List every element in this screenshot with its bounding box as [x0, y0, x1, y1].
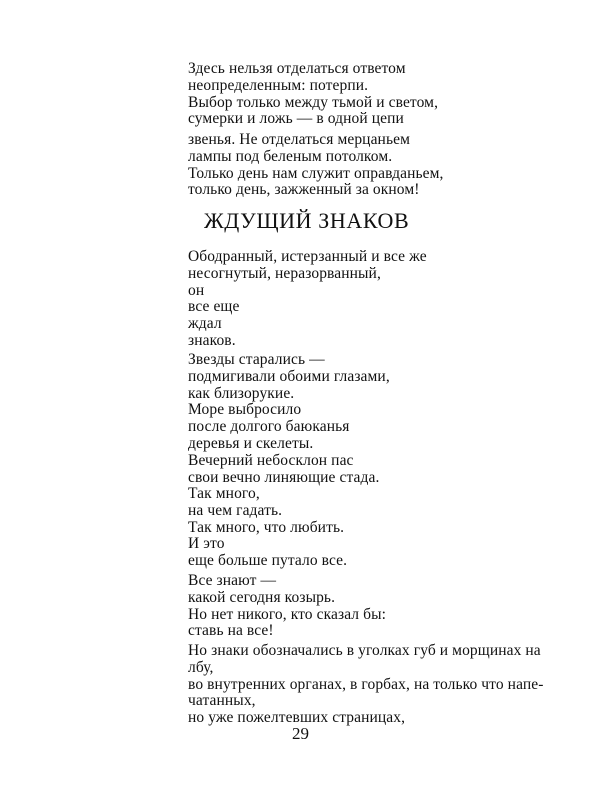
poem-line: но уже пожелтевших страницах, [188, 709, 406, 727]
poem-line: какой сегодня козырь. [188, 588, 336, 606]
poem-line: только день, зажженный за окном! [188, 181, 420, 199]
poem-line: во внутренних органах, в горбах, на только что напе- [188, 675, 544, 693]
poem-line: подмигивали обоими глазами, [188, 367, 390, 385]
poem-line: Ободранный, истерзанный и все же [188, 248, 427, 265]
poem-line: деревья и скелеты. [188, 434, 314, 452]
stanza-2 [188, 132, 444, 199]
poem-line: Море выбросило [188, 401, 302, 419]
poem-line: после долгого баюканья [188, 418, 350, 436]
poem-line: Вечерний небосклон пас [188, 451, 354, 469]
poem-line: Звезды старались — [188, 351, 325, 368]
page-number: 29 [292, 724, 309, 743]
stanza-5 [188, 486, 347, 570]
poem-line: неопределенным: потерпи. [188, 76, 369, 94]
poem-line: звенья. Не отделаться мерцаньем [188, 131, 411, 148]
poem-line: несогнутый, неразорванный, [188, 264, 381, 282]
poem-line: ставь на все! [188, 622, 274, 640]
poem-line: он [188, 281, 205, 299]
poem-line: еще больше путало все. [188, 552, 348, 570]
poem-line: все еще [188, 298, 240, 316]
poem-line: чатанных, [188, 692, 256, 710]
poem-line: сумерки и ложь — в одной цепи [188, 110, 404, 128]
poem-line: Так много, [188, 485, 260, 502]
stanza-6 [188, 573, 386, 640]
poem-line: Только день нам служит оправданьем, [188, 164, 444, 182]
poem-line: на чем гадать. [188, 501, 283, 519]
poem-line: Здесь нельзя отделаться ответом [188, 60, 406, 77]
poem-line: Но нет никого, кто сказал бы: [188, 605, 387, 623]
poem-line: свои вечно линяющие стада. [188, 468, 380, 486]
poem-title: ЖДУЩИЙ ЗНАКОВ [204, 208, 410, 233]
poem-line: Но знаки обозначались в уголках губ и морщинах на [188, 642, 541, 659]
poem-line: лбу, [188, 658, 214, 676]
poem-line: Все знают — [188, 572, 277, 589]
stanza-3 [188, 249, 427, 350]
stanza-7 [188, 643, 543, 727]
poem-line: ждал [188, 315, 222, 333]
poem-line: И это [188, 535, 225, 553]
poem-line: знаков. [188, 331, 236, 349]
poem-line: как близорукие. [188, 384, 295, 402]
poem-line: Так много, что любить. [188, 518, 345, 536]
stanza-1 [188, 61, 438, 128]
poem-line: лампы под беленым потолком. [188, 147, 393, 165]
stanza-4 [188, 352, 390, 486]
poem-line: Выбор только между тьмой и светом, [188, 93, 439, 111]
